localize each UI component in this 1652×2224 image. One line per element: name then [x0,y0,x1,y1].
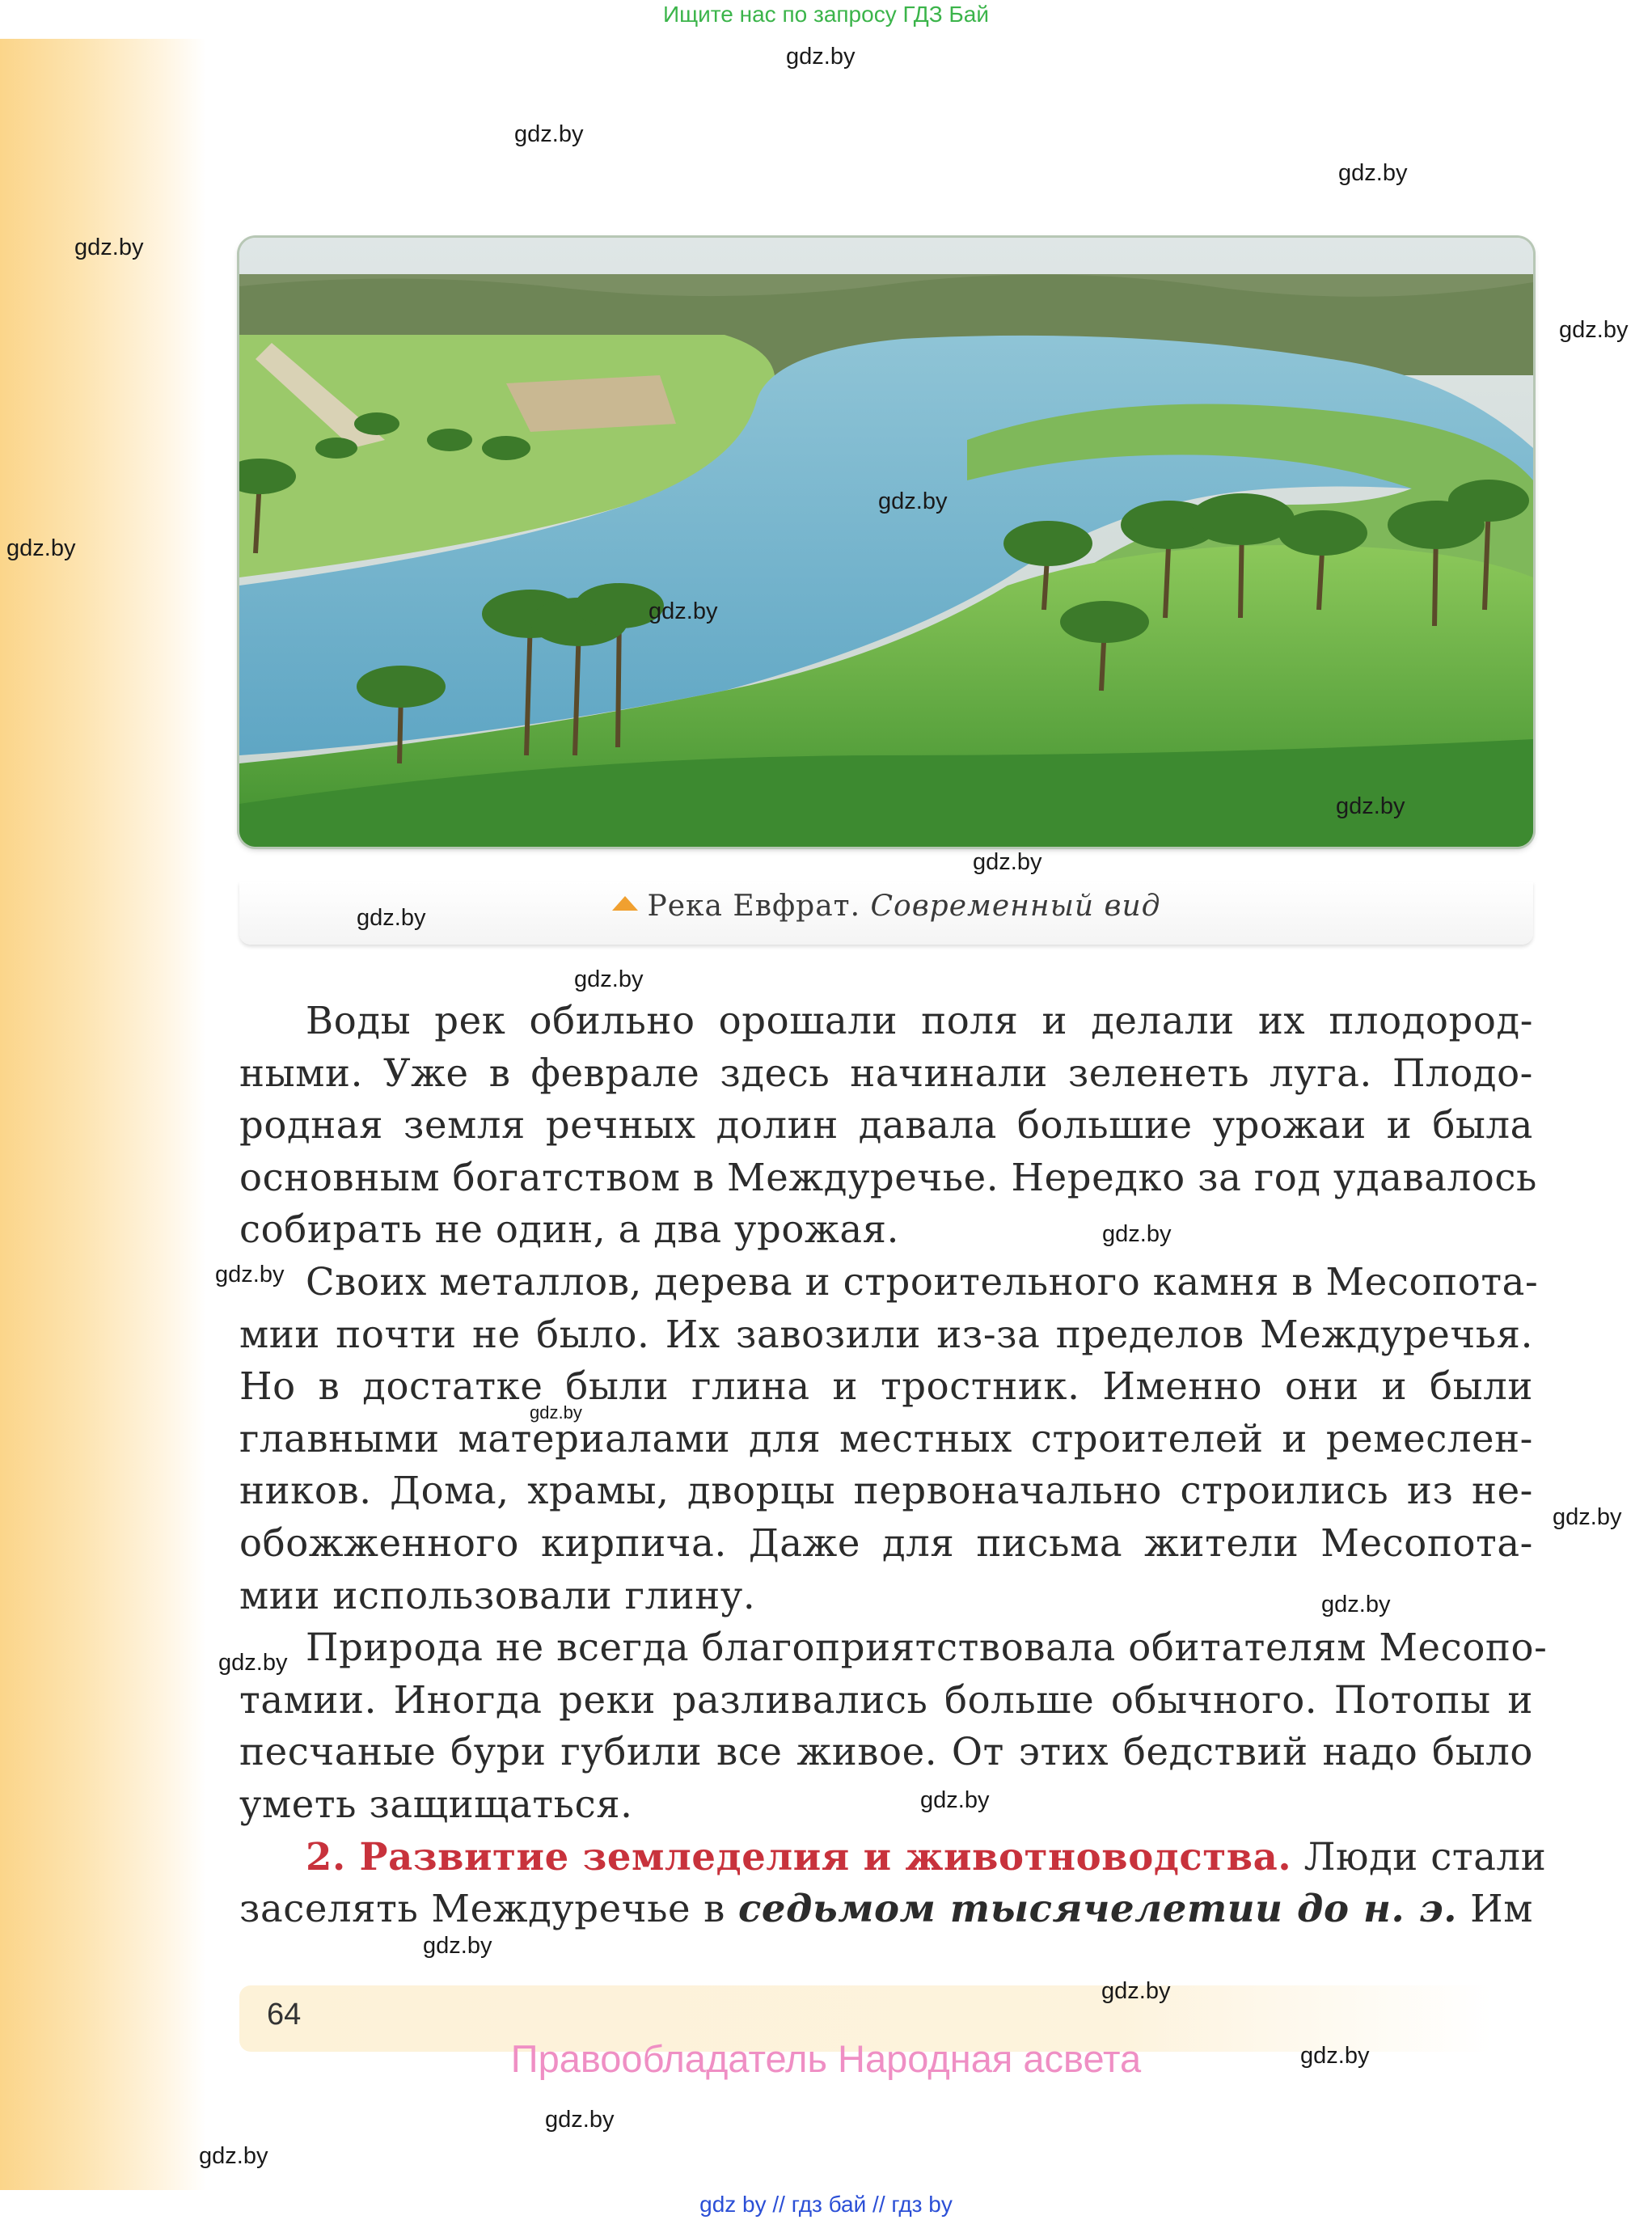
caption-description: Современный вид [870,890,1161,923]
watermark: gdz.by [920,1787,990,1813]
text-line: ников. Дома, храмы, дворцы первоначально строились из не- [239,1469,1533,1513]
section-heading: 2. Развитие земледелия и животноводства. [306,1833,1292,1879]
watermark: gdz.by [218,1650,288,1676]
text-fragment: заселять Междуречье в [239,1887,725,1931]
watermark: gdz.by [514,121,584,147]
watermark: gdz.by [1338,160,1408,186]
text-line: мии почти не было. Их завозили из-за пределов Междуречья. [239,1312,1533,1356]
text-line [239,1883,1533,1935]
text-line: главными материалами для местных строителей и ремеслен- [239,1416,1533,1461]
watermark: gdz.by [6,535,76,561]
watermark: gdz.by [649,598,718,624]
text-line: ными. Уже в феврале здесь начинали зеленеть луга. Плодо- [239,1051,1533,1095]
bottom-links[interactable]: gdz by // гдз бай // гдз by [699,2192,953,2217]
watermark: gdz.by [786,44,856,70]
watermark: gdz.by [74,235,144,260]
watermark: gdz.by [973,849,1042,875]
euphrates-photo [239,238,1533,847]
text-line: уметь защищаться. [239,1782,633,1826]
figure-caption-bar [239,882,1533,945]
text-line: Воды рек обильно орошали поля и делали их плодород- [306,999,1533,1042]
watermark: gdz.by [423,1933,492,1959]
section-heading-line [239,1831,1547,1884]
search-banner[interactable]: Ищите нас по запросу ГДЗ Бай [662,2,990,27]
watermark: gdz.by [1336,793,1405,819]
body-text [239,995,1548,1935]
watermark: gdz.by [215,1262,285,1287]
copyright-notice: Правообладатель Народная асвета [510,2037,1142,2080]
text-line: Но в достатке были глина и тростник. Именно они и были [239,1364,1533,1409]
watermark: gdz.by [1101,1978,1171,2004]
watermark: gdz.by [357,905,426,931]
text-line: обожженного кирпича. Даже для письма жители Месопота- [239,1520,1533,1565]
text-fragment: Люди стали [1303,1834,1547,1879]
watermark: gdz.by [530,1402,582,1423]
watermark: gdz.by [1102,1221,1172,1247]
text-line: мии использовали глину. [239,1573,756,1617]
emphasized-term: седьмом тысячелетии до н. э. [737,1886,1458,1931]
watermark: gdz.by [1553,1504,1622,1530]
watermark: gdz.by [1559,317,1629,343]
text-line: Своих металлов, дерева и строительного камня в Месопота- [306,1259,1539,1304]
caption-marker-icon [612,896,638,911]
page-number: 64 [267,1998,302,2032]
text-line: тамии. Иногда реки разливались больше обычного. Потопы и [239,1677,1533,1722]
text-line: основным богатством в Междуречье. Нередко за год удавалось [239,1155,1537,1199]
watermark: gdz.by [878,488,948,514]
text-fragment: Им [1470,1887,1533,1931]
text-line: родная земля речных долин давала большие урожаи и была [239,1103,1533,1148]
watermark: gdz.by [574,966,644,992]
watermark: gdz.by [1300,2043,1370,2069]
watermark: gdz.by [199,2143,268,2169]
text-line: песчаные бури губили все живое. От этих бедствий надо было [239,1730,1533,1774]
text-line: Природа не всегда благоприятствовала обитателям Месопо- [306,1626,1548,1670]
watermark: gdz.by [545,2107,615,2133]
text-line: собирать не один, а два урожая. [239,1207,899,1252]
figure-caption [239,890,1533,923]
page-margin-strip [0,39,206,2190]
caption-title: Река Евфрат. [647,890,861,923]
watermark: gdz.by [1321,1592,1391,1617]
